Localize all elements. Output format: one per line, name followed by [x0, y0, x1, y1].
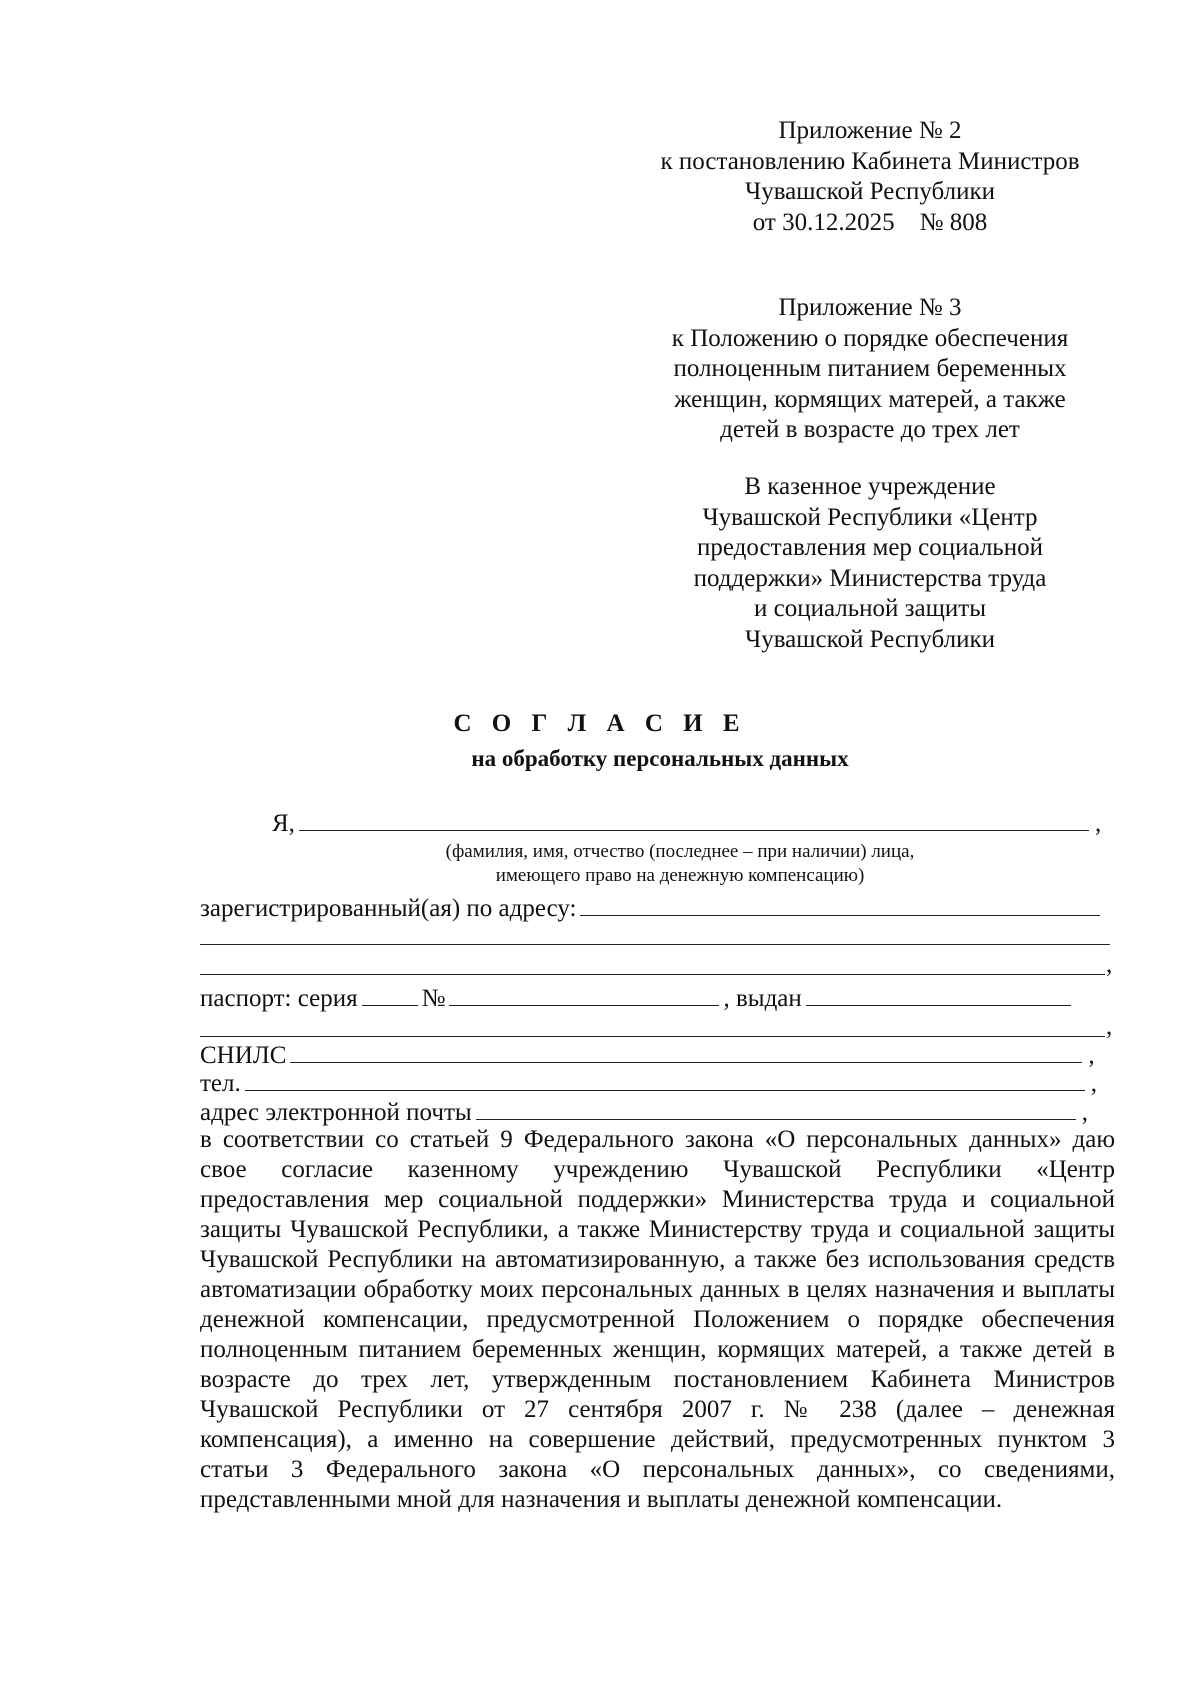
phone-row	[200, 1068, 1115, 1098]
address-row	[200, 893, 1115, 923]
annex-3-header	[640, 293, 1100, 446]
passport-issued-label: , выдан	[723, 985, 802, 1012]
annex-2-line: Приложение № 2	[778, 117, 962, 144]
addressee-line: поддержки» Министерства труда	[693, 564, 1047, 592]
addressee-line: Чувашской Республики	[744, 625, 996, 653]
comma: ,	[1094, 810, 1102, 837]
comma: ,	[1088, 1042, 1095, 1069]
annex-2-line: к постановлению Кабинета Министров	[660, 147, 1080, 175]
addressee-line: В казенное учреждение	[744, 473, 996, 500]
annex-2-header	[640, 116, 1100, 238]
applicant-name-field[interactable]	[299, 808, 1089, 831]
phone-label: тел.	[200, 1070, 241, 1097]
passport-issued-field-line-2[interactable]	[200, 1035, 1105, 1037]
addressee-line: и социальной защиты	[753, 595, 986, 622]
snils-row	[200, 1040, 1115, 1070]
snils-label: СНИЛС	[200, 1042, 287, 1069]
applicant-name-caption-1: (фамилия, имя, отчество (последнее – при наличии) лица,	[445, 841, 915, 862]
comma: ,	[1081, 1099, 1088, 1126]
passport-series-label: паспорт: серия	[200, 985, 358, 1012]
email-row	[200, 1097, 1115, 1127]
document-title: С О Г Л А С И Е	[453, 710, 747, 737]
phone-field[interactable]	[245, 1068, 1085, 1091]
passport-number-label: №	[421, 985, 446, 1012]
annex-2-line: Чувашской Республики	[744, 178, 996, 205]
email-field[interactable]	[476, 1097, 1076, 1120]
passport-series-field[interactable]	[362, 983, 418, 1006]
addressee-line: предоставления мер социальной	[697, 534, 1043, 561]
comma: ,	[1106, 1013, 1113, 1040]
annex-3-line: полноценным питанием беременных	[673, 355, 1067, 382]
address-field-line-3[interactable]	[200, 973, 1105, 975]
i-label: Я,	[272, 810, 295, 837]
annex-3-line: детей в возрасте до трех лет	[720, 416, 1020, 443]
addressee-block	[640, 472, 1100, 655]
document-subtitle: на обработку персональных данных	[471, 746, 849, 771]
applicant-name-row	[272, 808, 1115, 838]
snils-field[interactable]	[290, 1040, 1082, 1063]
passport-number-field[interactable]	[449, 983, 719, 1006]
applicant-name-caption-2: имеющего право на денежную компенсацию)	[495, 865, 865, 886]
annex-3-line: женщин, кормящих матерей, а также	[674, 385, 1066, 413]
annex-3-line: к Положению о порядке обеспечения	[671, 324, 1069, 352]
annex-3-line: Приложение № 3	[778, 294, 962, 321]
consent-body-text: в соответствии со статьей 9 Федерального закона «О персональных данных» даю свое согласие казенному учреждению Чувашской Республики «Центр предоставления мер социальной поддержки» Министерства труда и социальной защиты Чувашской Республики, а также Министерству труда и социальной защиты Чувашской Республики на автоматизированную, а также без использования средств автоматизации обработку моих персональных данных в целях назначения и выплаты денежной компенсации, предусмотренной Положением о порядке обеспечения полноценным питанием беременных женщин, кормящих матерей, а также детей в возрасте до трех лет, утвержденным постановлением Кабинета Министров Чувашской Республики от 27 сентября 2007 г. № 238 (далее – денежная компенсация), а именно на совершение действий, предусмотренных пунктом 3 статьи 3 Федерального закона «О персональных данных», со сведениями, представленными мной для назначения и выплаты денежной компенсации.	[200, 1126, 1115, 1513]
address-label: зарегистрированный(ая) по адресу:	[200, 895, 577, 922]
passport-issued-field[interactable]	[806, 983, 1071, 1006]
address-field[interactable]	[580, 893, 1100, 916]
comma: ,	[1106, 951, 1113, 978]
passport-row	[200, 983, 1115, 1013]
email-label: адрес электронной почты	[200, 1099, 472, 1126]
address-field-line-2[interactable]	[200, 943, 1110, 945]
annex-2-line: от 30.12.2025 № 808	[752, 208, 988, 236]
addressee-line: Чувашской Республики «Центр	[702, 503, 1038, 531]
comma: ,	[1090, 1070, 1097, 1097]
